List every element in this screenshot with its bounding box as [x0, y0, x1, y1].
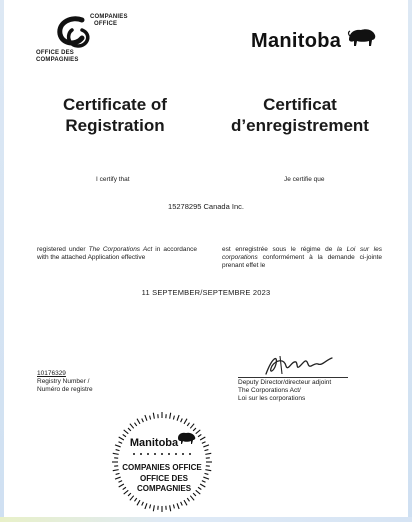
seal-tick: [137, 500, 140, 505]
signature-line: [238, 377, 348, 378]
seal-tick: [134, 423, 136, 426]
seal-tick: [196, 490, 201, 494]
seal-tick: [142, 418, 144, 422]
seal-tick-ring: [112, 412, 212, 512]
registered-clause-en: [37, 246, 197, 262]
signature-icon: [262, 352, 342, 378]
title-line: Registration: [65, 116, 165, 135]
seal-tick: [145, 415, 147, 421]
seal-tick: [116, 450, 120, 451]
seal-line-2: OFFICE DES: [139, 474, 189, 483]
seal-tick: [115, 477, 121, 479]
seal-tick: [187, 498, 189, 501]
certificate-title-fr: [215, 94, 385, 136]
act-name: la Loi sur les corporations: [222, 246, 382, 261]
registered-clause-fr: [222, 246, 382, 270]
seal-tick: [184, 419, 187, 424]
companies-office-logo: [30, 10, 128, 63]
seal-tick: [123, 487, 126, 489]
seal-tick: [113, 453, 119, 454]
seal-tick: [187, 423, 189, 426]
seal-tick: [153, 413, 154, 419]
clause-text: conformément à la demande ci-jointe prenant effet le: [222, 254, 382, 269]
seal-tick: [200, 437, 205, 440]
registry-number-block: [37, 370, 93, 394]
manitoba-wordmark: Manitoba: [251, 30, 342, 52]
seal-tick: [170, 505, 171, 511]
title-line: Certificate of: [63, 95, 167, 114]
seal-tick: [150, 505, 151, 509]
logo-text-line: COMPAGNIES: [36, 57, 79, 63]
companies-office-mark-icon: [52, 14, 94, 52]
companies-office-logo-text-en: [90, 14, 128, 28]
seal-tick: [134, 498, 136, 501]
seal-tick: [119, 437, 124, 440]
seal-tick: [190, 424, 194, 429]
seal-tick: [128, 428, 131, 431]
page-border-bottom: [0, 517, 412, 522]
seal-tick: [198, 434, 201, 436]
seal-tick: [153, 505, 154, 511]
seal-line-1: COMPANIES OFFICE: [122, 463, 202, 472]
registry-number: 10176329: [37, 370, 66, 377]
seal-bison-icon: [178, 433, 195, 444]
title-line: Certificat: [263, 95, 337, 114]
seal-tick: [203, 477, 209, 479]
seal-tick: [202, 481, 206, 483]
seal-top-text: Manitoba: [129, 437, 179, 449]
seal-line-3: COMPAGNIES: [136, 484, 192, 493]
clause-text: in accordance with the attached Application effective: [37, 246, 197, 261]
clause-text: registered under: [37, 246, 89, 253]
effective-date: 11 SEPTEMBER/SEPTEMBRE 2023: [141, 288, 271, 297]
seal-tick: [118, 442, 122, 444]
seal-tick: [137, 419, 140, 424]
seal-tick: [173, 416, 174, 420]
seal-tick: [203, 445, 209, 447]
certify-text-en: I certify that: [96, 176, 130, 183]
seal-tick: [205, 473, 209, 474]
seal-tick: [193, 493, 196, 496]
official-seal: [110, 410, 214, 514]
seal-tick: [150, 416, 151, 420]
signer-title: Deputy Director/directeur adjoint: [238, 379, 332, 386]
seal-tick: [130, 496, 134, 501]
seal-tick: [205, 470, 211, 471]
signer-act-fr: Loi sur les corporations: [238, 395, 306, 402]
seal-tick: [205, 453, 211, 454]
registry-number-label-fr: Numéro de registre: [37, 386, 93, 393]
seal-tick: [128, 493, 131, 496]
page-border-left: [0, 0, 4, 522]
seal-tick: [200, 484, 205, 487]
seal-dots: [133, 453, 191, 455]
seal-tick: [124, 430, 129, 434]
seal-tick: [190, 496, 194, 501]
seal-tick: [202, 442, 206, 444]
bison-icon: [347, 26, 377, 50]
seal-tick: [113, 470, 119, 471]
seal-tick: [116, 473, 120, 474]
companies-office-logo-text-fr: [36, 50, 79, 64]
seal-tick: [205, 450, 209, 451]
seal-tick: [184, 500, 187, 505]
logo-text-line: OFFICE DES: [36, 50, 75, 56]
seal-tick: [119, 484, 124, 487]
seal-tick: [181, 418, 183, 422]
seal-tick: [115, 445, 121, 447]
logo-text-line: OFFICE: [94, 21, 118, 27]
signer-block: [238, 379, 331, 403]
seal-tick: [130, 424, 134, 429]
certify-text-fr: Je certifie que: [284, 176, 325, 183]
seal-tick: [170, 413, 171, 419]
certificate-title-en: [40, 94, 190, 136]
seal-tick: [177, 503, 179, 509]
seal-tick: [198, 487, 201, 489]
clause-text: est enregistrée sous le régime de: [222, 246, 337, 253]
seal-tick: [145, 503, 147, 509]
seal-tick: [181, 502, 183, 506]
act-name: The Corporations Act: [88, 246, 153, 253]
logo-text-line: COMPANIES: [90, 14, 128, 20]
seal-tick: [123, 434, 126, 436]
seal-tick: [124, 490, 129, 494]
seal-tick: [173, 505, 174, 509]
seal-tick: [193, 428, 196, 431]
page-border-right: [408, 0, 412, 522]
seal-tick: [118, 481, 122, 483]
signer-act-en: The Corporations Act/: [238, 387, 301, 394]
seal-tick: [177, 415, 179, 421]
seal-tick: [142, 502, 144, 506]
title-line: d’enregistrement: [231, 116, 369, 135]
company-name: 15278295 Canada Inc.: [168, 202, 244, 211]
manitoba-logo: [251, 24, 375, 58]
seal-tick: [196, 430, 201, 434]
registry-number-label-en: Registry Number /: [37, 378, 90, 385]
